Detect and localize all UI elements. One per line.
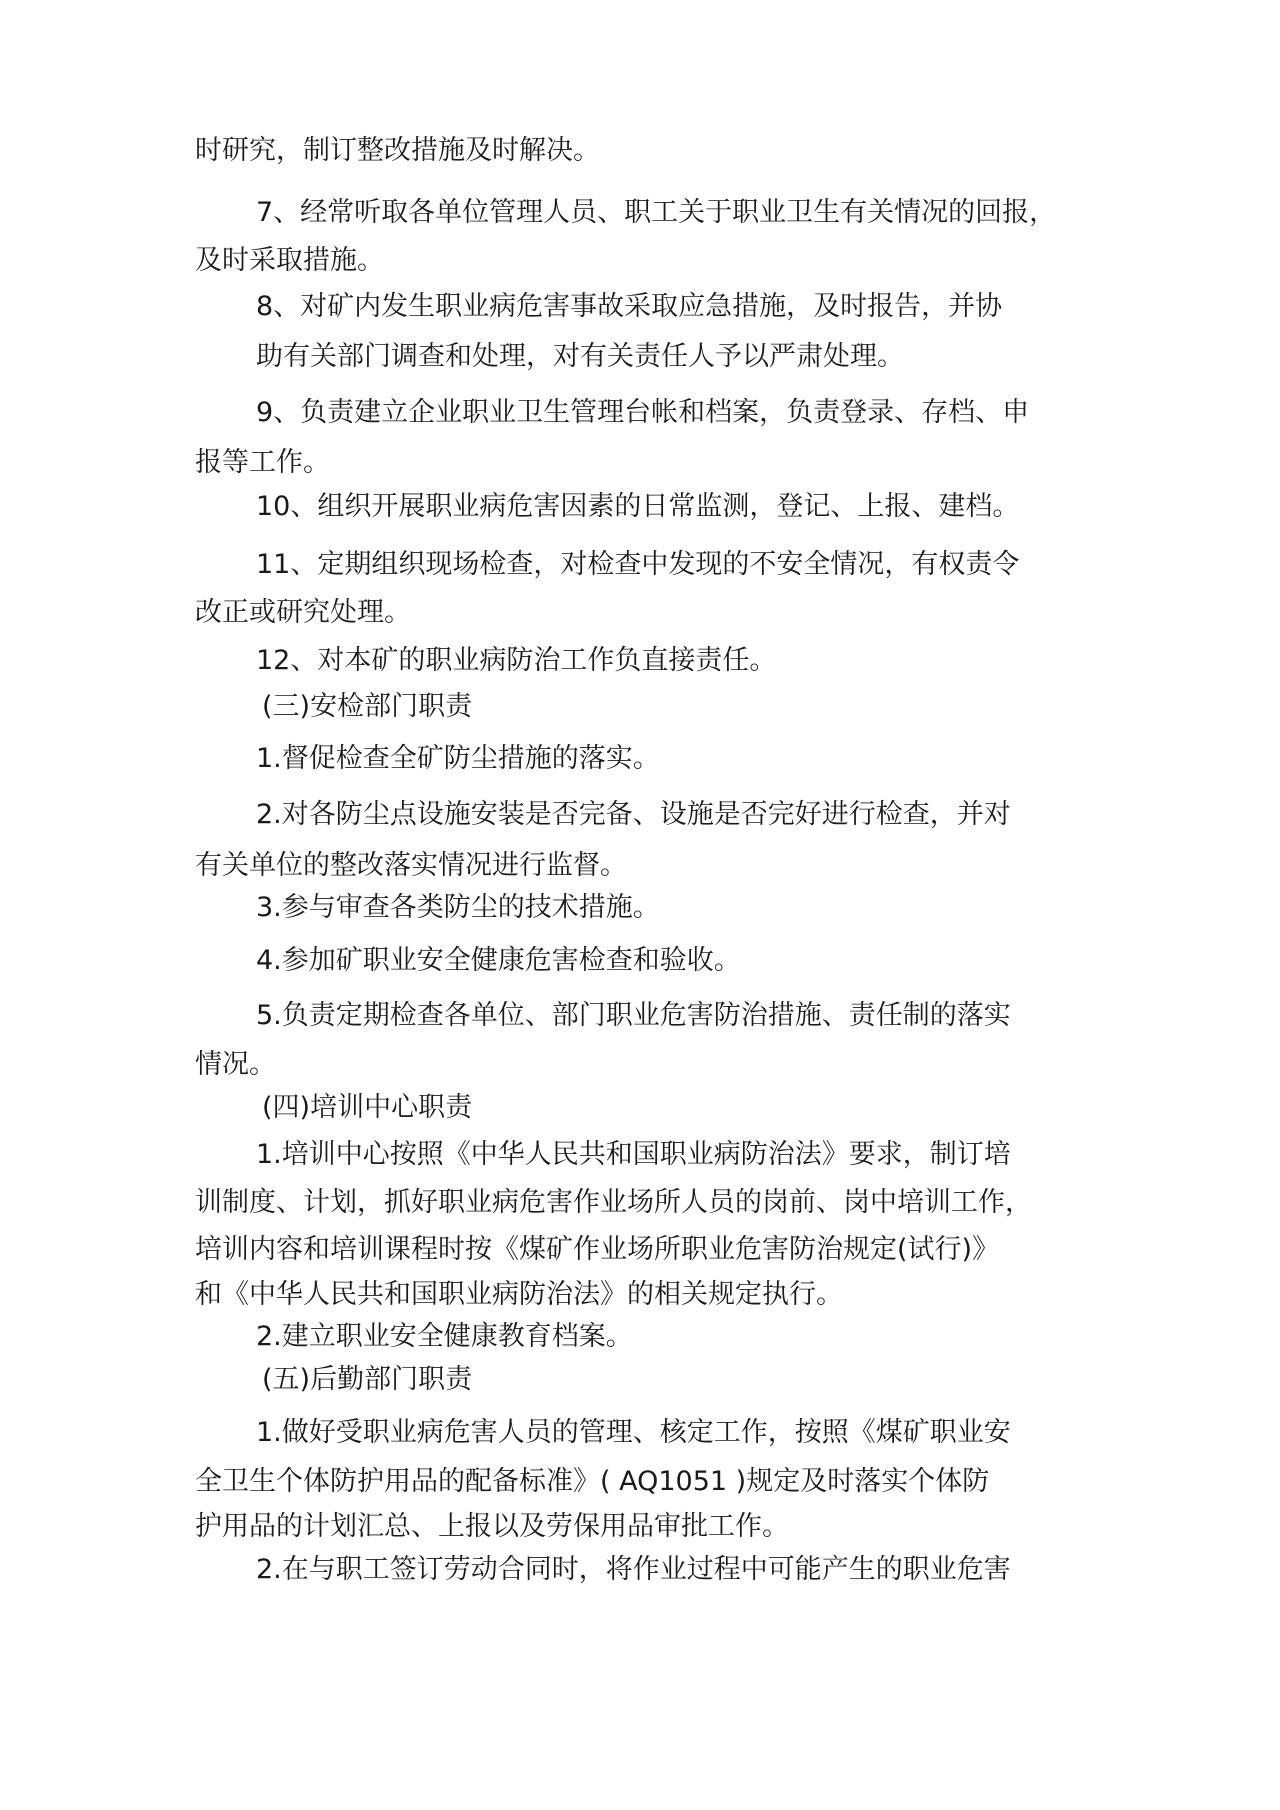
text-line: 3.参与审查各类防尘的技术措施。: [256, 892, 660, 923]
text-line: 1.督促检查全矿防尘措施的落实。: [256, 743, 660, 774]
text-line: 1.培训中心按照《中华人民共和国职业病防治法》要求，制订培: [256, 1139, 1011, 1170]
text-line: 7、经常听取各单位管理人员、职工关于职业卫生有关情况的回报，: [256, 197, 1057, 228]
text-line: 培训内容和培训课程时按《煤矿作业场所职业危害防治规定(试行)》: [195, 1234, 1000, 1265]
text-line: 护用品的计划汇总、上报以及劳保用品审批工作。: [195, 1511, 789, 1542]
text-line: 2.在与职工签订劳动合同时，将作业过程中可能产生的职业危害: [256, 1554, 1011, 1585]
text-line: 9、负责建立企业职业卫生管理台帐和档案，负责登录、存档、申: [256, 397, 1030, 428]
text-line: 及时采取措施。: [195, 245, 384, 276]
section-heading: (四)培训中心职责: [262, 1092, 473, 1123]
text-line: 和《中华人民共和国职业病防治法》的相关规定执行。: [195, 1279, 843, 1310]
text-line: 2.对各防尘点设施安装是否完备、设施是否完好进行检查，并对: [256, 799, 1011, 830]
text-line: 改正或研究处理。: [195, 597, 411, 628]
text-line: 情况。: [195, 1049, 276, 1080]
text-line: 5.负责定期检查各单位、部门职业危害防治措施、责任制的落实: [256, 1000, 1011, 1031]
text-line: 全卫生个体防护用品的配备标准》( AQ1051 )规定及时落实个体防: [195, 1466, 990, 1497]
text-line: 12、对本矿的职业病防治工作负直接责任。: [256, 645, 777, 676]
text-line: 1.做好受职业病危害人员的管理、核定工作，按照《煤矿职业安: [256, 1417, 1011, 1448]
text-line: 有关单位的整改落实情况进行监督。: [195, 850, 627, 881]
text-line: 4.参加矿职业安全健康危害检查和验收。: [256, 945, 741, 976]
text-line: 8、对矿内发生职业病危害事故采取应急措施，及时报告，并协: [256, 291, 1003, 322]
text-line: 报等工作。: [195, 447, 330, 478]
text-line: 时研究，制订整改措施及时解决。: [195, 135, 600, 166]
section-heading: (三)安检部门职责: [262, 691, 473, 722]
text-line: 2.建立职业安全健康教育档案。: [256, 1321, 633, 1352]
text-line: 助有关部门调查和处理，对有关责任人予以严肃处理。: [256, 341, 904, 372]
text-line: 训制度、计划，抓好职业病危害作业场所人员的岗前、岗中培训工作，: [195, 1187, 1032, 1218]
section-heading: (五)后勤部门职责: [262, 1364, 473, 1395]
text-line: 11、定期组织现场检查，对检查中发现的不安全情况，有权责令: [256, 549, 1020, 580]
text-line: 10、组织开展职业病危害因素的日常监测，登记、上报、建档。: [256, 491, 1020, 522]
